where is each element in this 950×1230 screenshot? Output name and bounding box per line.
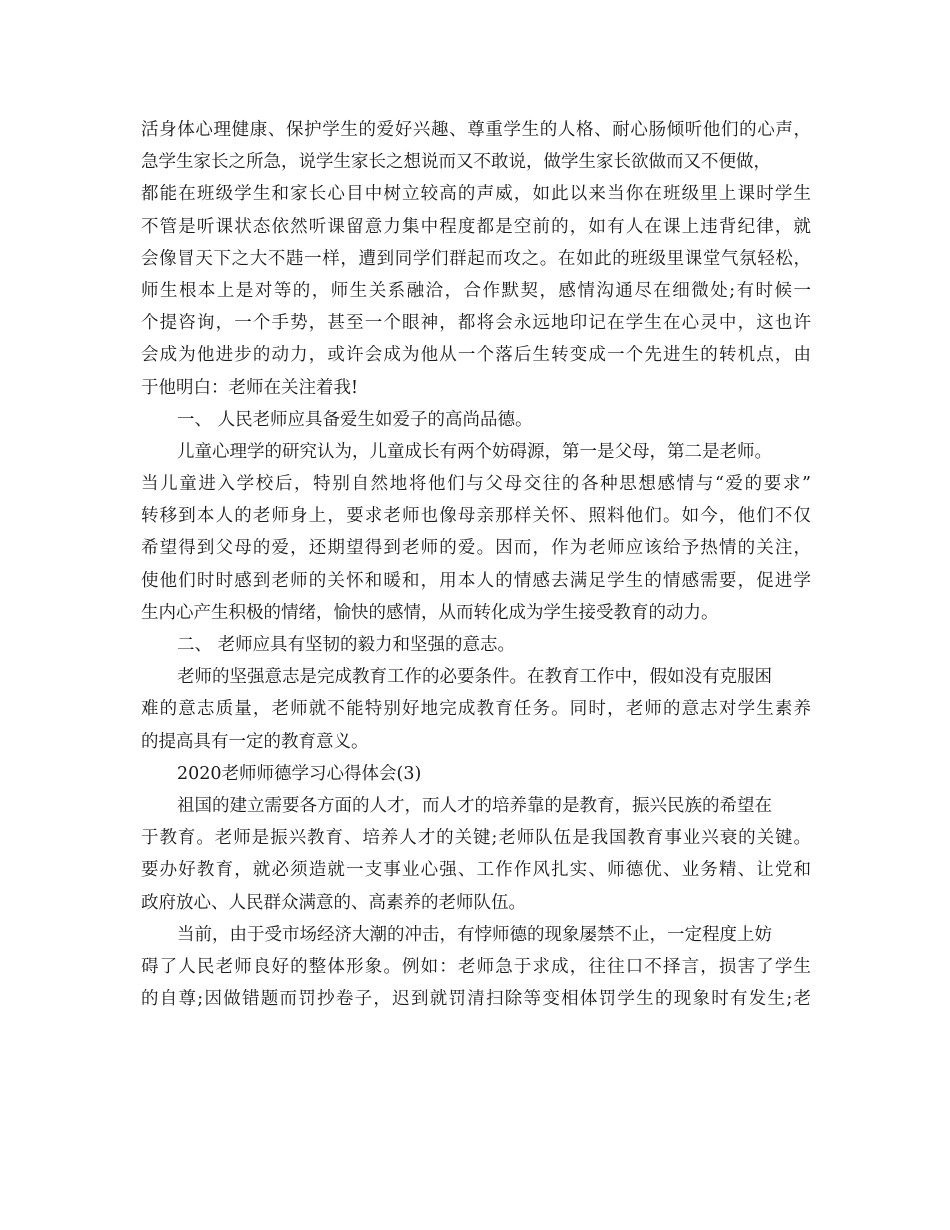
text-line: 活身体心理健康、保护学生的爱好兴趣、尊重学生的人格、耐心肠倾听他们的心声， [141, 120, 811, 140]
text-line: 转移到本人的老师身上，要求老师也像母亲那样关怀、照料他们。如今，他们不仅 [141, 506, 811, 527]
text-line: 一、 人民老师应具备爱生如爱子的高尚品德。 [177, 409, 533, 430]
text-line: 二、 老师应具有坚韧的毅力和坚强的意志。 [177, 635, 516, 655]
text-line: 当前，由于受市场经济大潮的冲击，有悖师德的现象屡禁不止，一定程度上妨 [177, 924, 772, 945]
text-line: 碍了人民老师良好的整体形象。例如：老师急于求成，往往口不择言，损害了学生 [141, 956, 811, 977]
text-line: 急学生家长之所急，说学生家长之想说而又不敢说，做学生家长欲做而又不便做， [141, 152, 771, 173]
text-line: 会像冒天下之大不韪一样，遭到同学们群起而攻之。在如此的班级里课堂气氛轻松， [141, 248, 811, 269]
text-line: 个提咨询，一个手势，甚至一个眼神，都将会永远地印记在学生在心灵中，这也许 [141, 313, 811, 334]
text-line: 的提高具有一定的教育意义。 [141, 731, 369, 752]
text-line: 的自尊;因做错题而罚抄卷子，迟到就罚清扫除等变相体罚学生的现象时有发生;老 [141, 989, 811, 1010]
text-line: 儿童心理学的研究认为，儿童成长有两个妨碍源，第一是父母，第二是老师。 [177, 441, 772, 462]
text-line: 生内心产生积极的情绪，愉快的感情，从而转化成为学生接受教育的动力。 [141, 602, 719, 623]
text-line: 2020老师师德学习心得体会(3) [177, 763, 422, 784]
text-line: 会成为他进步的动力，或许会成为他从一个落后生转变成一个先进生的转机点，由 [141, 345, 811, 366]
text-line: 于教育。老师是振兴教育、培养人才的关键;老师队伍是我国教育事业兴衰的关键。 [141, 828, 811, 849]
text-line: 老师的坚强意志是完成教育工作的必要条件。在教育工作中，假如没有克服困 [177, 667, 772, 688]
text-line: 祖国的建立需要各方面的人才，而人才的培养靠的是教育，振兴民族的希望在 [177, 795, 772, 816]
text-line: 都能在班级学生和家长心目中树立较高的声威，如此以来当你在班级里上课时学生 [141, 184, 811, 205]
text-line: 难的意志质量，老师就不能特别好地完成教育任务。同时，老师的意志对学生素养 [141, 699, 811, 720]
text-line: 不管是听课状态依然听课留意力集中程度都是空前的，如有人在课上违背纪律，就 [141, 216, 811, 237]
text-line: 要办好教育，就必须造就一支事业心强、工作作风扎实、师德优、业务精、让党和 [141, 860, 811, 881]
document-body [141, 114, 811, 1015]
text-line: 使他们时时感到老师的关怀和暖和，用本人的情感去满足学生的情感需要，促进学 [141, 570, 811, 591]
text-line: 于他明白：老师在关注着我! [141, 377, 359, 398]
text-line: 师生根本上是对等的，师生关系融洽，合作默契，感情沟通尽在细微处;有时候一 [141, 280, 811, 301]
text-line: 希望得到父母的爱，还期望得到老师的爱。因而，作为老师应该给予热情的关注， [141, 538, 811, 559]
text-line: 政府放心、人民群众满意的、高素养的老师队伍。 [141, 892, 526, 913]
text-line: 当儿童进入学校后，特别自然地将他们与父母交往的各种思想感情与“爱的要求” [141, 474, 811, 495]
